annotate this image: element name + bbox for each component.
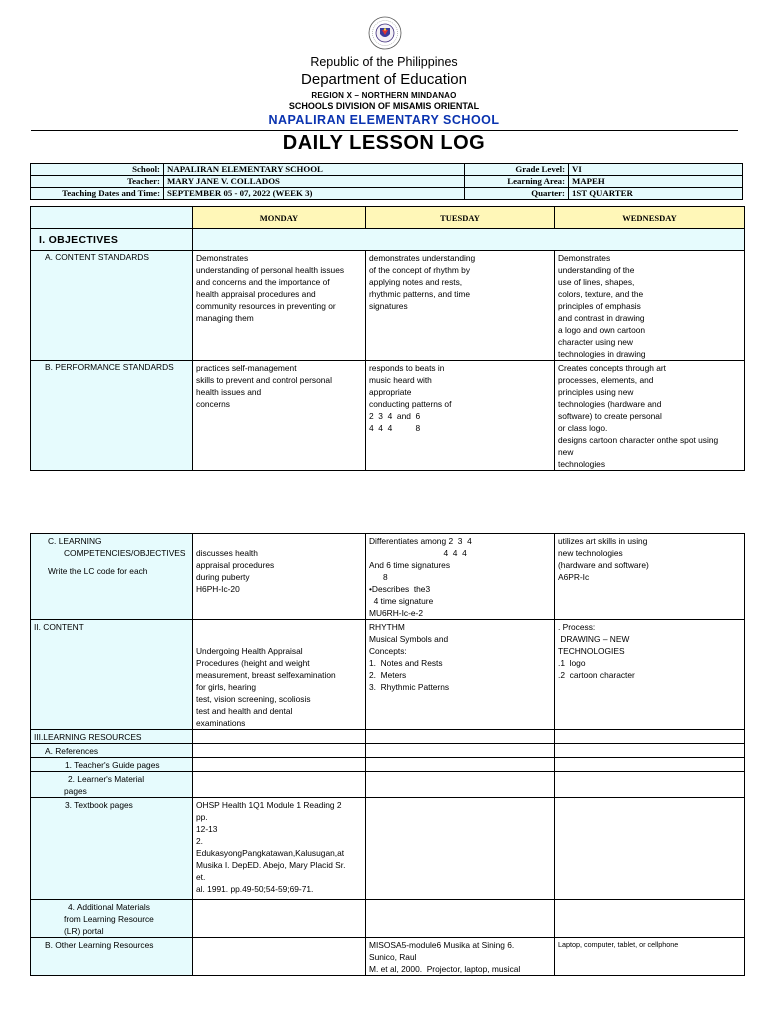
cell-line: test and health and dental: [196, 706, 293, 716]
teachers-guide-label: 1. Teacher's Guide pages: [31, 758, 193, 772]
cell-line: Undergoing Health Appraisal: [196, 646, 303, 656]
competencies-label-line2: COMPETENCIES/OBJECTIVES: [64, 548, 186, 558]
cell-line: Demonstrates: [196, 253, 249, 263]
additional-materials-label-line2: from Learning Resource: [64, 914, 154, 924]
cell-line: conducting patterns of: [369, 399, 452, 409]
cell-line: demonstrates understanding: [369, 253, 476, 263]
cell-line: 1. Notes and Rests: [369, 658, 443, 668]
performance-standards-tuesday: [366, 361, 555, 471]
additional-materials-label-line3: (LR) portal: [64, 926, 104, 936]
cell-line: al. 1991. pp.49-50;54-59;69-71.: [196, 884, 314, 894]
cell-line: utilizes art skills in using: [558, 536, 648, 546]
cell-line: A6PR-Ic: [558, 572, 590, 582]
cell-line: 8: [369, 572, 388, 582]
cell-line: . Process:: [558, 622, 596, 632]
learning-resources-monday: [193, 730, 366, 744]
cell-line: character using new: [558, 337, 633, 347]
cell-line: managing them: [196, 313, 254, 323]
area-label: Learning Area:: [465, 176, 569, 188]
learning-resources-tuesday: [366, 730, 555, 744]
competencies-monday: [193, 534, 366, 620]
region-text: REGION X – NORTHERN MINDANAO: [311, 91, 457, 100]
teachers-guide-tuesday: [366, 758, 555, 772]
content-standards-monday: [193, 251, 366, 361]
teachers-guide-wednesday: [555, 758, 745, 772]
other-resources-monday: [193, 938, 366, 976]
day-header-tuesday: TUESDAY: [366, 207, 555, 229]
cell-line: processes, elements, and: [558, 375, 654, 385]
dates-label: Teaching Dates and Time:: [31, 188, 164, 200]
cell-line: discusses health: [196, 548, 258, 558]
textbook-tuesday: [366, 798, 555, 900]
textbook-wednesday: [555, 798, 745, 900]
cell-line: technologies (hardware and: [558, 399, 662, 409]
competencies-label: [31, 534, 193, 620]
cell-line: or class logo.: [558, 423, 608, 433]
cell-line: [196, 621, 362, 633]
dates-value: SEPTEMBER 05 - 07, 2022 (WEEK 3): [164, 188, 465, 200]
page-title: DAILY LESSON LOG: [282, 132, 486, 154]
references-wednesday: [555, 744, 745, 758]
content-tuesday: [366, 620, 555, 730]
competencies-note: Write the LC code for each: [48, 566, 148, 576]
learners-material-monday: [193, 772, 366, 798]
day-header-wednesday: WEDNESDAY: [555, 207, 745, 229]
cell-line: signatures: [369, 301, 408, 311]
learning-resources-wednesday: [555, 730, 745, 744]
learners-material-wednesday: [555, 772, 745, 798]
cell-line: during puberty: [196, 572, 250, 582]
cell-line: Sunico, Raul: [369, 952, 417, 962]
objectives-table: [30, 206, 745, 471]
content-wednesday: [555, 620, 745, 730]
performance-standards-monday: [193, 361, 366, 471]
cell-line: pp.: [196, 812, 208, 822]
content-label: II. CONTENT: [31, 620, 193, 730]
cell-line: appropriate: [369, 387, 412, 397]
competencies-tuesday: [366, 534, 555, 620]
references-tuesday: [366, 744, 555, 758]
cell-line: •Describes the3: [369, 584, 431, 594]
cell-line: Musika I. DepED. Abejo, Mary Placid Sr.: [196, 860, 346, 870]
cell-line: of the concept of rhythm by: [369, 265, 471, 275]
cell-line: 12-13: [196, 824, 218, 834]
cell-line: health issues and: [196, 387, 262, 397]
area-value: MAPEH: [569, 176, 743, 188]
lesson-details-table: [30, 533, 745, 976]
cell-line: 3. Rhythmic Patterns: [369, 682, 450, 692]
day-header-monday: MONDAY: [193, 207, 366, 229]
cell-line: skills to prevent and control personal: [196, 375, 332, 385]
cell-line: And 6 time signatures: [369, 560, 451, 570]
cell-line: (hardware and software): [558, 560, 649, 570]
cell-line: .1 logo: [558, 658, 586, 668]
info-table: [30, 163, 743, 200]
grade-value: VI: [569, 164, 743, 176]
competencies-label-line1: C. LEARNING: [48, 536, 102, 546]
cell-line: and concerns and the importance of: [196, 277, 330, 287]
teacher-label: Teacher:: [31, 176, 164, 188]
additional-materials-label: [31, 900, 193, 938]
cell-line: understanding of the: [558, 265, 635, 275]
cell-line: MISOSA5-module6 Musika at Sining 6.: [369, 940, 515, 950]
cell-line: 4 time signature: [369, 596, 434, 606]
cell-line: music heard with: [369, 375, 432, 385]
cell-line: use of lines, shapes,: [558, 277, 635, 287]
quarter-label: Quarter:: [465, 188, 569, 200]
cell-line: [196, 633, 362, 645]
content-standards-wednesday: [555, 251, 745, 361]
cell-line: et.: [196, 872, 206, 882]
cell-line: EdukasyongPangkatawan,Kalusugan,at: [196, 848, 345, 858]
cell-line: MU6RH-Ic-e-2: [369, 608, 423, 618]
performance-standards-wednesday: [555, 361, 745, 471]
cell-line: applying notes and rests,: [369, 277, 463, 287]
cell-line: [196, 535, 362, 547]
competencies-wednesday: [555, 534, 745, 620]
cell-line: test, vision screening, scoliosis: [196, 694, 311, 704]
cell-line: designs cartoon character onthe spot using: [558, 435, 719, 445]
learners-material-label-line2: pages: [64, 786, 87, 796]
cell-line: Differentiates among 2 3 4: [369, 536, 472, 546]
cell-line: health appraisal procedures and: [196, 289, 316, 299]
cell-line: OHSP Health 1Q1 Module 1 Reading 2: [196, 800, 342, 810]
textbook-label: 3. Textbook pages: [31, 798, 193, 900]
teacher-value: MARY JANE V. COLLADOS: [164, 176, 465, 188]
content-standards-tuesday: [366, 251, 555, 361]
republic-text: Republic of the Philippines: [310, 55, 458, 69]
content-standards-label: A. CONTENT STANDARDS: [31, 251, 193, 361]
cell-line: technologies in drawing: [558, 349, 646, 359]
cell-line: measurement, breast selfexamination: [196, 670, 336, 680]
teachers-guide-monday: [193, 758, 366, 772]
cell-line: Demonstrates: [558, 253, 611, 263]
deped-seal-icon: [368, 16, 402, 50]
cell-line: concerns: [196, 399, 230, 409]
other-resources-wednesday: Laptop, computer, tablet, or cellphone: [555, 938, 745, 976]
cell-line: appraisal procedures: [196, 560, 275, 570]
cell-line: technologies: [558, 459, 606, 469]
additional-materials-label-line1: 4. Additional Materials: [68, 902, 150, 912]
quarter-value: 1ST QUARTER: [569, 188, 743, 200]
references-label: A. References: [31, 744, 193, 758]
other-resources-label: B. Other Learning Resources: [31, 938, 193, 976]
cell-line: understanding of personal health issues: [196, 265, 345, 275]
references-monday: [193, 744, 366, 758]
cell-line: Concepts:: [369, 646, 407, 656]
cell-line: rhythmic patterns, and time: [369, 289, 471, 299]
cell-line: M. et al, 2000. Projector, laptop, musical: [369, 964, 521, 974]
cell-line: a logo and own cartoon: [558, 325, 646, 335]
learning-resources-label: III.LEARNING RESOURCES: [31, 730, 193, 744]
content-monday: [193, 620, 366, 730]
cell-line: software) to create personal: [558, 411, 662, 421]
cell-line: principles of emphasis: [558, 301, 641, 311]
learners-material-tuesday: [366, 772, 555, 798]
cell-line: colors, texture, and the: [558, 289, 644, 299]
school-name-header: NAPALIRAN ELEMENTARY SCHOOL: [268, 113, 500, 127]
cell-line: Musical Symbols and: [369, 634, 449, 644]
cell-line: principles using new: [558, 387, 634, 397]
other-resources-tuesday: [366, 938, 555, 976]
cell-line: TECHNOLOGIES: [558, 646, 625, 656]
cell-line: responds to beats in: [369, 363, 445, 373]
school-label: School:: [31, 164, 164, 176]
school-value: NAPALIRAN ELEMENTARY SCHOOL: [164, 164, 465, 176]
cell-line: 2. Meters: [369, 670, 407, 680]
cell-line: new: [558, 447, 574, 457]
objectives-heading-fill: [193, 229, 745, 251]
cell-line: 2 3 4 and 6: [369, 411, 421, 421]
cell-line: Procedures (height and weight: [196, 658, 310, 668]
cell-line: DRAWING – NEW: [558, 634, 630, 644]
textbook-monday: [193, 798, 366, 900]
additional-materials-monday: [193, 900, 366, 938]
department-text: Department of Education: [301, 71, 467, 88]
division-text: SCHOOLS DIVISION OF MISAMIS ORIENTAL: [288, 101, 480, 111]
cell-line: for girls, hearing: [196, 682, 257, 692]
cell-line: RHYTHM: [369, 622, 405, 632]
cell-line: new technologies: [558, 548, 623, 558]
cell-line: practices self-management: [196, 363, 297, 373]
cell-line: 4 4 4: [369, 548, 467, 558]
cell-line: and contrast in drawing: [558, 313, 645, 323]
cell-line: Creates concepts through art: [558, 363, 667, 373]
additional-materials-tuesday: [366, 900, 555, 938]
grade-label: Grade Level:: [465, 164, 569, 176]
cell-line: .2 cartoon character: [558, 670, 635, 680]
learners-material-label: [31, 772, 193, 798]
cell-line: examinations: [196, 718, 246, 728]
cell-line: 2.: [196, 836, 203, 846]
performance-standards-label: B. PERFORMANCE STANDARDS: [31, 361, 193, 471]
learners-material-label-line1: 2. Learner's Material: [68, 774, 145, 784]
cell-line: community resources in preventing or: [196, 301, 336, 311]
header-divider: [31, 130, 738, 131]
objectives-heading: I. OBJECTIVES: [31, 229, 193, 251]
day-header-blank: [31, 207, 193, 229]
cell-line: 4 4 4 8: [369, 423, 421, 433]
additional-materials-wednesday: [555, 900, 745, 938]
cell-line: H6PH-Ic-20: [196, 584, 240, 594]
